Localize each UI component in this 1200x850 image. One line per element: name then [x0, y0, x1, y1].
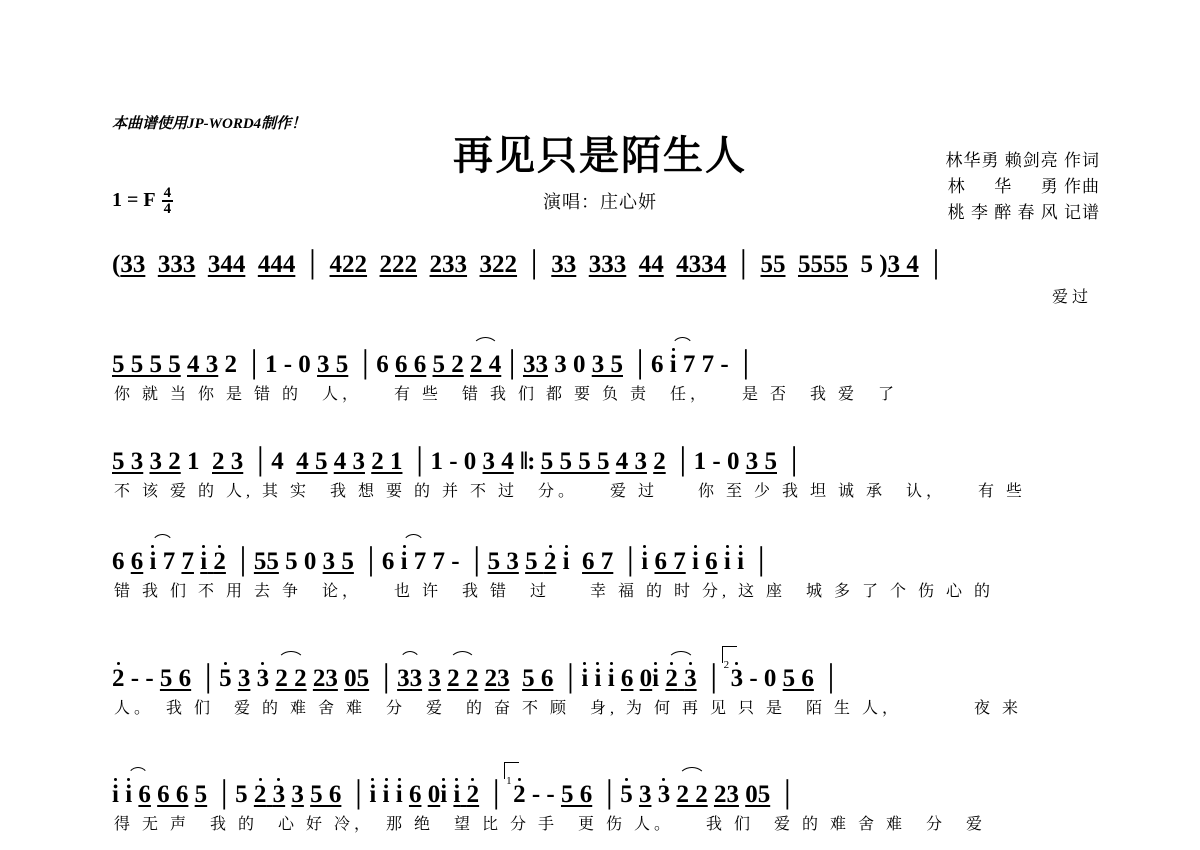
- note-row: 2 - - 5 6 │5 3 3 2 2 23 05 │33 3 2 2 23 5 6 │i i i 6 0i 2 3 │ 2 3 - 0 5 6 │: [112, 662, 1092, 696]
- maker-note: 本曲谱使用JP-WORD4制作！: [112, 116, 307, 132]
- credit-lyricist: 林华勇 赖剑亮 作词: [945, 151, 1100, 170]
- time-signature-denominator: 4: [163, 201, 172, 217]
- page-title: 再见只是陌生人: [453, 133, 747, 178]
- note-row: 6 6 i 7 7 i 2 │55 5 0 3 5 │6 i 7 7 - │5 3 5 2 i 6 7 │i 6 7 i 6 i i │: [112, 545, 1092, 579]
- credit-transcriber: 桃 李 醉 春 风 记谱: [947, 203, 1100, 222]
- key-signature: [112, 185, 173, 217]
- note-row: 5 3 3 2 1 2 3 │4 4 5 4 3 2 1 │1 - 0 3 4 ‖: 5 5 5 5 4 3 2 │1 - 0 3 5 │: [112, 448, 803, 475]
- lyric-row: 错 我 们 不 用 去 争 论， 也 许 我 错 过 幸 福 的 时 分, 这 座 城 多 了 个 伤 心 的: [114, 583, 995, 600]
- credit-composer: 林 华 勇 作曲: [947, 177, 1100, 196]
- time-signature-numerator: 4: [163, 185, 172, 201]
- music-system-intro: [112, 248, 1092, 282]
- music-system-4: [112, 662, 1092, 722]
- key-label: 1 = F: [112, 188, 156, 211]
- lyric-row: 不 该 爱 的 人, 其 实 我 想 要 的 并 不 过 分。 爱 过 你 至 少 我 坦 诚 承 认， 有 些: [114, 483, 1027, 500]
- music-system-1: [112, 348, 1092, 408]
- note-row: i i 6 6 6 5 │5 2 3 3 5 6 │i i i 6 0i i 2 │ 1 2 - - 5 6 │5 3 3 2 2 23 05 │: [112, 778, 1092, 812]
- singer-label: 演唱：庄心妍: [543, 192, 657, 212]
- note-row: 5 5 5 5 4 3 2 │1 - 0 3 5 │6 6 6 5 2 2 4│33 3 0 3 5 │6 i 7 7 - │: [112, 348, 1092, 382]
- lyric-row: 得 无 声 我 的 心 好 冷， 那 绝 望 比 分 手 更 伤 人。 我 们 爱 的 难 舍 难 分 爱: [114, 816, 987, 833]
- lyric-row: 人。 我 们 爱 的 难 舍 难 分 爱 的 奋 不 顾 身, 为 何 再 见 只 是 陌 生 人， 夜 来: [114, 700, 1023, 717]
- time-signature: [162, 187, 174, 215]
- music-system-3: [112, 545, 1092, 605]
- lyric-row: 你 就 当 你 是 错 的 人， 有 些 错 我 们 都 要 负 责 任， 是 否 我 爱 了: [114, 386, 899, 403]
- credits-block: [946, 148, 1101, 226]
- note-row: (33 333 344 444 │ 422 222 233 322 │ 33 333 44 4334 │ 55 5555 5 )3 4 │: [112, 251, 945, 278]
- pickup-lyric: 爱过: [1051, 289, 1092, 306]
- music-system-5: [112, 778, 1092, 838]
- music-system-2: [112, 445, 1092, 505]
